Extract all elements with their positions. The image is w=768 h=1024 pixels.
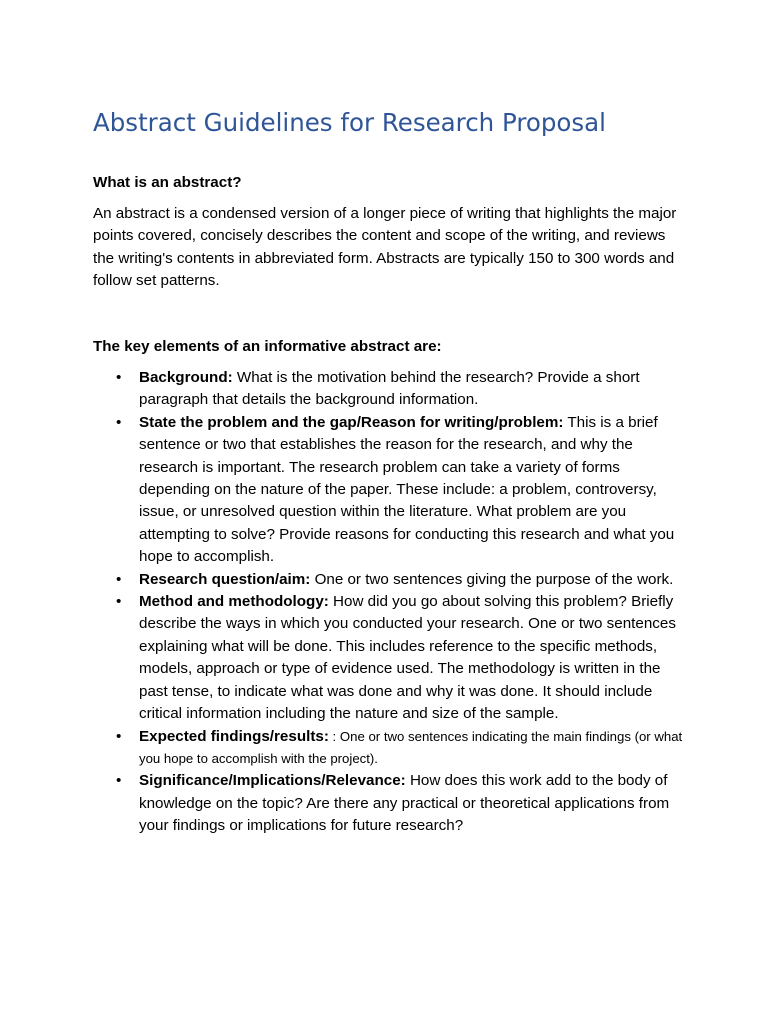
list-item-term: Method and methodology: xyxy=(139,593,329,611)
list-item-description: This is a brief sentence or two that establishes the reason for the research, and why the research is important. The research problem can take a variety of forms depending on the nature of the paper. These include: a problem, controversy, issue, or unresolved question within the literature. What problem are you attempting to solve? Provide reasons for conducting this research and what you hope to accomplish. xyxy=(139,413,675,566)
list-item-description: How did you go about solving this problem? Briefly describe the ways in which you conducted your research. One or two sentences explaining what will be done. This includes reference to the specific methods, models, approach or type of evidence used. The methodology is written in the past tense, to indicate what was done and why it was done. It should include critical information including the nature and size of the sample. xyxy=(139,593,676,723)
list-item-background xyxy=(93,367,688,412)
list-item-research-question xyxy=(93,569,688,591)
list-item-term: Significance/Implications/Relevance: xyxy=(139,772,406,790)
list-item-description: How does this work add to the body of knowledge on the topic? Are there any practical or theoretical applications from your findings or implications for future research? xyxy=(139,772,670,835)
bullet-icon: • xyxy=(116,369,122,386)
abstract-definition-paragraph: An abstract is a condensed version of a longer piece of writing that highlights the major points covered, concisely describes the content and scope of the writing, and reviews the writing's contents in abbreviated form. Abstracts are typically 150 to 300 words and follow set patterns. xyxy=(93,205,677,290)
list-item-description: One or two sentences giving the purpose of the work. xyxy=(310,570,674,588)
bullet-icon: • xyxy=(116,570,122,588)
list-item-description: What is the motivation behind the research? Provide a short paragraph that details the background information. xyxy=(139,369,640,409)
bullet-icon: • xyxy=(116,413,122,431)
what-is-abstract-heading: What is an abstract? xyxy=(93,174,242,191)
list-item-problem xyxy=(93,412,688,569)
key-elements-list xyxy=(93,367,688,838)
list-item-term: Background: xyxy=(139,369,233,386)
bullet-icon: • xyxy=(116,772,122,790)
list-item-method xyxy=(93,591,688,725)
list-item-description: : One or two sentences indicating the main findings (or what you hope to accomplish with the project). xyxy=(139,728,683,766)
key-elements-heading: The key elements of an informative abstract are: xyxy=(93,338,442,355)
bullet-icon: • xyxy=(116,727,122,745)
list-item-term: Research question/aim: xyxy=(139,570,311,588)
document-title: Abstract Guidelines for Research Proposal xyxy=(93,108,606,137)
list-item-significance xyxy=(93,770,688,837)
list-item-term: State the problem and the gap/Reason for writing/problem: xyxy=(139,413,564,431)
bullet-icon: • xyxy=(116,593,122,611)
list-item-term: Expected findings/results: xyxy=(139,727,329,745)
list-item-expected-findings xyxy=(93,726,688,771)
